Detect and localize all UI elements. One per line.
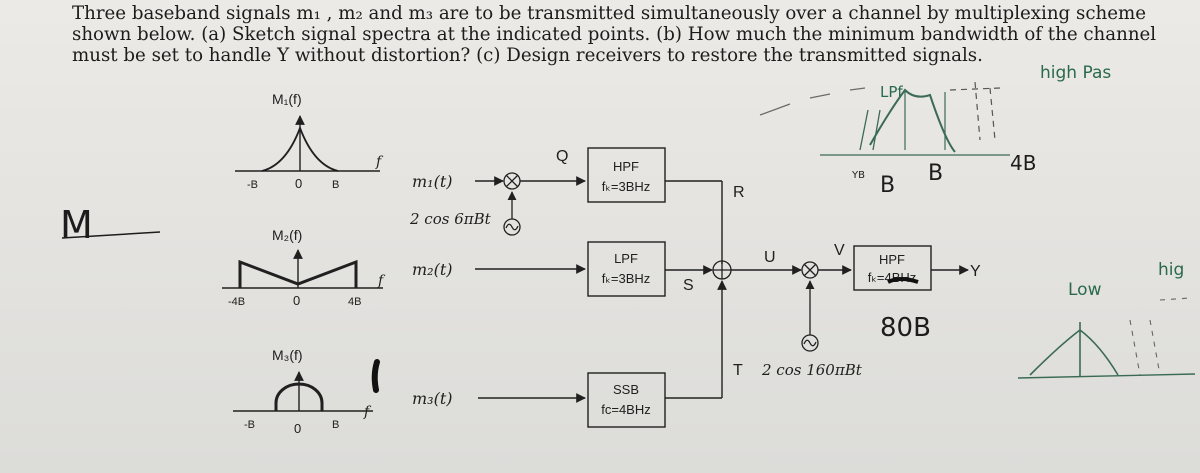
note-80b: 80B <box>880 313 931 343</box>
note-initials: M <box>60 203 93 247</box>
lpf-spec: fₖ=3BHz <box>601 271 651 286</box>
spectrum-m1-right: B <box>332 179 340 191</box>
branch-m1 <box>409 148 745 264</box>
spectrum-m1 <box>235 91 384 191</box>
spectrum-m2-title: M₂(f) <box>272 227 303 243</box>
ssb-spec: fᴄ=4BHz <box>601 402 651 417</box>
spectrum-m3 <box>233 347 377 436</box>
point-s: S <box>683 277 694 294</box>
hpf-1-spec: fₖ=3BHz <box>601 179 651 194</box>
note-b-small: YB <box>852 170 865 181</box>
signal-m3: m₃(t) <box>412 389 453 408</box>
note-low: Low <box>1068 280 1102 300</box>
spectrum-m1-zero: 0 <box>295 176 303 191</box>
carrier-2-label: 2 cos 160πBt <box>762 361 862 379</box>
signal-m2: m₂(t) <box>412 260 453 279</box>
spectrum-m1-axis-label: f <box>376 154 382 170</box>
note-b-2: B <box>928 161 944 186</box>
ink-mark <box>375 362 377 390</box>
spectrum-m1-title: M₁(f) <box>272 91 302 107</box>
ssb-name: SSB <box>612 382 640 397</box>
problem-line-1: Three baseband signals m₁ , m₂ and m₃ are to be transmitted simultaneously over a channel by multiplexing scheme <box>72 3 1146 24</box>
hpf-2-name: HPF <box>879 252 905 267</box>
spectrum-m2-right: 4B <box>348 296 362 308</box>
spectrum-m2 <box>222 227 386 308</box>
branch-m3 <box>412 281 863 427</box>
spectrum-m3-axis-label: f <box>364 404 370 420</box>
spectrum-m3-left: -B <box>244 419 255 431</box>
handwritten-notes <box>60 63 1195 378</box>
hpf-1-name: HPF <box>613 159 639 174</box>
spectrum-m2-left: -4B <box>228 296 246 308</box>
spectrum-m2-zero: 0 <box>293 293 301 308</box>
point-t: T <box>733 362 743 379</box>
note-lpf: LPf <box>880 83 903 101</box>
lpf-name: LPF <box>614 251 638 266</box>
note-high-pass: high Pas <box>1040 63 1112 83</box>
spectrum-m3-title: M₃(f) <box>272 347 303 363</box>
signal-m1: m₁(t) <box>412 172 453 191</box>
spectrum-m3-zero: 0 <box>294 421 302 436</box>
note-4b: 4B <box>1010 151 1037 175</box>
spectrum-m3-right: B <box>332 419 340 431</box>
hpf-2-spec: fₖ=4BHz <box>867 270 917 285</box>
note-hig: hig <box>1158 260 1185 280</box>
point-r: R <box>733 184 745 201</box>
point-u: U <box>764 249 776 266</box>
spectrum-m1-left: -B <box>247 179 258 191</box>
note-b-1: B <box>880 173 896 198</box>
problem-line-3: must be set to handle Y without distortion? (c) Design receivers to restore the transmitted signals. <box>72 45 983 66</box>
spectrum-m2-axis-label: f <box>378 273 384 289</box>
problem-line-2: shown below. (a) Sketch signal spectra at the indicated points. (b) How much the minimum bandwidth of the channel <box>72 24 1157 45</box>
carrier-1-label: 2 cos 6πBt <box>410 210 491 228</box>
output-y: Y <box>970 263 981 280</box>
point-v: V <box>834 242 845 259</box>
point-q: Q <box>556 148 569 165</box>
